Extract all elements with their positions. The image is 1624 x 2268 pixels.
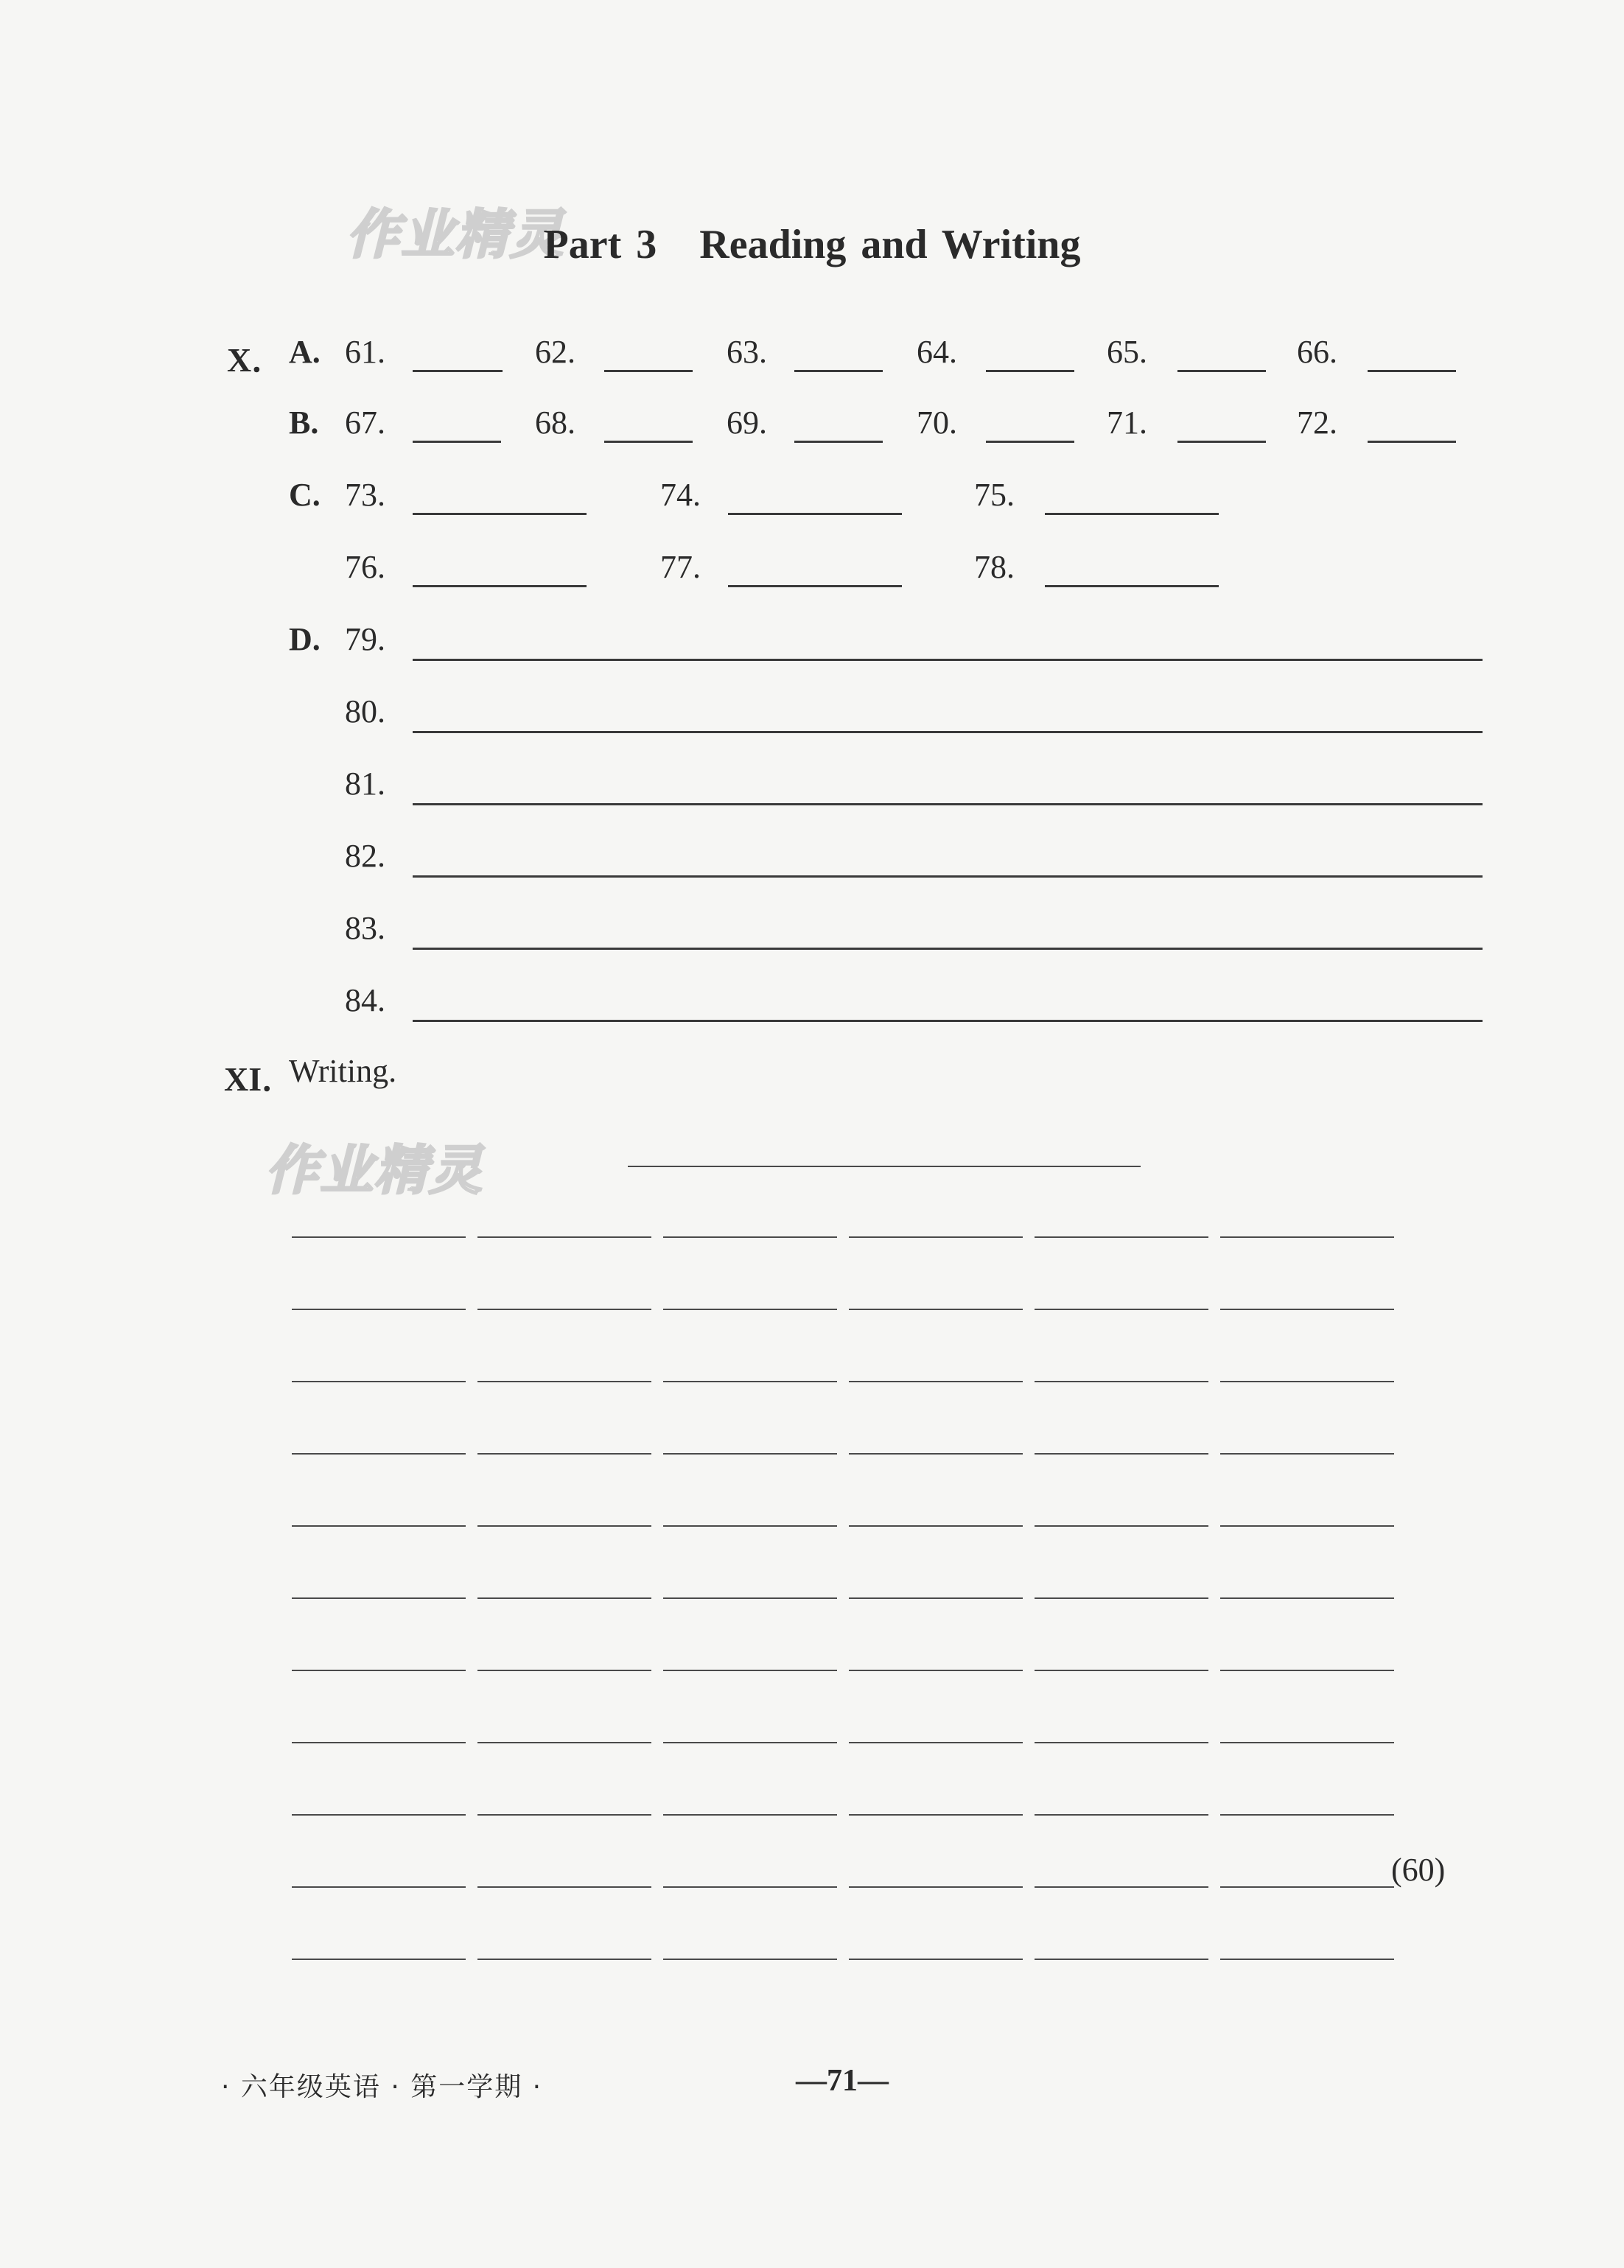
writing-line-segment[interactable]: [477, 1814, 651, 1816]
answer-74-blank[interactable]: [728, 513, 902, 515]
writing-line-segment[interactable]: [1035, 1236, 1208, 1238]
answer-83-line[interactable]: [413, 948, 1483, 950]
writing-line-segment[interactable]: [292, 1236, 466, 1238]
writing-line-segment[interactable]: [292, 1959, 466, 1960]
answer-73-blank[interactable]: [413, 513, 587, 515]
answer-63-blank[interactable]: [794, 370, 883, 372]
writing-line-segment[interactable]: [849, 1309, 1023, 1310]
question-82-number: 82.: [345, 838, 385, 874]
writing-line-segment[interactable]: [663, 1670, 837, 1671]
writing-line-segment[interactable]: [1220, 1814, 1394, 1816]
writing-line-segment[interactable]: [1220, 1453, 1394, 1455]
writing-line-segment[interactable]: [292, 1309, 466, 1310]
writing-line-segment[interactable]: [663, 1742, 837, 1743]
question-84-number: 84.: [345, 982, 385, 1018]
writing-line-segment[interactable]: [849, 1597, 1023, 1599]
writing-line-segment[interactable]: [1220, 1742, 1394, 1743]
writing-line-segment[interactable]: [292, 1742, 466, 1743]
writing-line-segment[interactable]: [477, 1525, 651, 1527]
writing-line-segment[interactable]: [663, 1959, 837, 1960]
answer-70-blank[interactable]: [986, 441, 1074, 443]
score-mark: (60): [1391, 1852, 1446, 1888]
writing-line-segment[interactable]: [1035, 1597, 1208, 1599]
answer-71-blank[interactable]: [1177, 441, 1266, 443]
writing-line-segment[interactable]: [1035, 1381, 1208, 1382]
answer-68-blank[interactable]: [604, 441, 693, 443]
writing-line-segment[interactable]: [1220, 1381, 1394, 1382]
writing-line-segment[interactable]: [292, 1597, 466, 1599]
part-a-label: A.: [289, 334, 321, 370]
part-label: Part 3: [543, 222, 657, 267]
section-title: Reading and Writing: [699, 222, 1081, 267]
writing-line-segment[interactable]: [1035, 1453, 1208, 1455]
answer-77-blank[interactable]: [728, 585, 902, 587]
question-71-number: 71.: [1107, 405, 1147, 441]
writing-line-segment[interactable]: [849, 1742, 1023, 1743]
writing-line-segment[interactable]: [849, 1453, 1023, 1455]
writing-line-segment[interactable]: [477, 1959, 651, 1960]
question-64-number: 64.: [917, 334, 957, 370]
page-title: [0, 221, 1624, 268]
part-d-label: D.: [289, 621, 321, 657]
writing-line-segment[interactable]: [1035, 1959, 1208, 1960]
answer-64-blank[interactable]: [986, 370, 1074, 372]
question-73-number: 73.: [345, 477, 385, 513]
writing-line-segment[interactable]: [1035, 1742, 1208, 1743]
page-number: —71—: [796, 2064, 889, 2098]
watermark-middle: 作业精灵: [265, 1139, 484, 1201]
answer-75-blank[interactable]: [1045, 513, 1219, 515]
answer-67-blank[interactable]: [413, 441, 501, 443]
writing-line-segment[interactable]: [477, 1597, 651, 1599]
writing-line-segment[interactable]: [849, 1236, 1023, 1238]
writing-line-segment[interactable]: [663, 1597, 837, 1599]
writing-line-segment[interactable]: [292, 1814, 466, 1816]
writing-line-segment[interactable]: [663, 1886, 837, 1888]
writing-line-segment[interactable]: [1035, 1525, 1208, 1527]
answer-76-blank[interactable]: [413, 585, 587, 587]
composition-title-line[interactable]: [628, 1166, 1141, 1167]
writing-line-segment[interactable]: [1035, 1886, 1208, 1888]
question-80-number: 80.: [345, 693, 385, 729]
question-65-number: 65.: [1107, 334, 1147, 370]
section-xi-numeral: XI．: [224, 1060, 296, 1098]
question-81-number: 81.: [345, 766, 385, 802]
writing-line-segment[interactable]: [1220, 1886, 1394, 1888]
writing-line-segment[interactable]: [1035, 1814, 1208, 1816]
answer-79-line[interactable]: [413, 659, 1483, 661]
question-78-number: 78.: [974, 549, 1015, 585]
writing-line-segment[interactable]: [477, 1381, 651, 1382]
answer-69-blank[interactable]: [794, 441, 883, 443]
question-67-number: 67.: [345, 405, 385, 441]
answer-62-blank[interactable]: [604, 370, 693, 372]
answer-61-blank[interactable]: [413, 370, 503, 372]
question-74-number: 74.: [660, 477, 701, 513]
answer-84-line[interactable]: [413, 1020, 1483, 1022]
answer-81-line[interactable]: [413, 803, 1483, 805]
answer-66-blank[interactable]: [1368, 370, 1456, 372]
writing-line-segment[interactable]: [1220, 1597, 1394, 1599]
question-72-number: 72.: [1297, 405, 1337, 441]
writing-line-segment[interactable]: [477, 1742, 651, 1743]
question-83-number: 83.: [345, 910, 385, 946]
writing-line-segment[interactable]: [1035, 1670, 1208, 1671]
question-70-number: 70.: [917, 405, 957, 441]
writing-line-segment[interactable]: [292, 1886, 466, 1888]
writing-line-segment[interactable]: [477, 1236, 651, 1238]
writing-line-segment[interactable]: [1220, 1959, 1394, 1960]
answer-65-blank[interactable]: [1177, 370, 1266, 372]
writing-line-segment[interactable]: [477, 1453, 651, 1455]
answer-72-blank[interactable]: [1368, 441, 1456, 443]
writing-line-segment[interactable]: [849, 1381, 1023, 1382]
writing-line-segment[interactable]: [292, 1453, 466, 1455]
writing-line-segment[interactable]: [849, 1670, 1023, 1671]
writing-line-segment[interactable]: [663, 1525, 837, 1527]
part-c-label: C.: [289, 477, 321, 513]
answer-80-line[interactable]: [413, 731, 1483, 733]
question-68-number: 68.: [535, 405, 575, 441]
footer-grade-term: · 六年级英语 · 第一学期 ·: [221, 2072, 543, 2102]
writing-line-segment[interactable]: [477, 1670, 651, 1671]
writing-line-segment[interactable]: [663, 1309, 837, 1310]
writing-line-segment[interactable]: [849, 1886, 1023, 1888]
question-63-number: 63.: [727, 334, 767, 370]
part-b-label: B.: [289, 405, 319, 441]
question-76-number: 76.: [345, 549, 385, 585]
writing-line-segment[interactable]: [1220, 1236, 1394, 1238]
answer-82-line[interactable]: [413, 875, 1483, 878]
writing-line-segment[interactable]: [1220, 1309, 1394, 1310]
question-75-number: 75.: [974, 477, 1015, 513]
question-66-number: 66.: [1297, 334, 1337, 370]
watermark-top: 作业精灵: [346, 203, 565, 265]
writing-line-segment[interactable]: [663, 1453, 837, 1455]
writing-line-segment[interactable]: [849, 1959, 1023, 1960]
question-69-number: 69.: [727, 405, 767, 441]
writing-line-segment[interactable]: [292, 1381, 466, 1382]
writing-line-segment[interactable]: [292, 1670, 466, 1671]
writing-label: Writing.: [289, 1053, 397, 1089]
writing-line-segment[interactable]: [663, 1236, 837, 1238]
writing-line-segment[interactable]: [477, 1309, 651, 1310]
writing-line-segment[interactable]: [1035, 1309, 1208, 1310]
writing-line-segment[interactable]: [849, 1814, 1023, 1816]
question-62-number: 62.: [535, 334, 575, 370]
writing-line-segment[interactable]: [663, 1381, 837, 1382]
question-77-number: 77.: [660, 549, 701, 585]
answer-78-blank[interactable]: [1045, 585, 1219, 587]
question-79-number: 79.: [345, 621, 385, 657]
writing-line-segment[interactable]: [1220, 1525, 1394, 1527]
writing-line-segment[interactable]: [292, 1525, 466, 1527]
question-61-number: 61.: [345, 334, 385, 370]
writing-line-segment[interactable]: [1220, 1670, 1394, 1671]
writing-line-segment[interactable]: [663, 1814, 837, 1816]
writing-line-segment[interactable]: [477, 1886, 651, 1888]
writing-line-segment[interactable]: [849, 1525, 1023, 1527]
section-x-numeral: X．: [227, 341, 286, 379]
